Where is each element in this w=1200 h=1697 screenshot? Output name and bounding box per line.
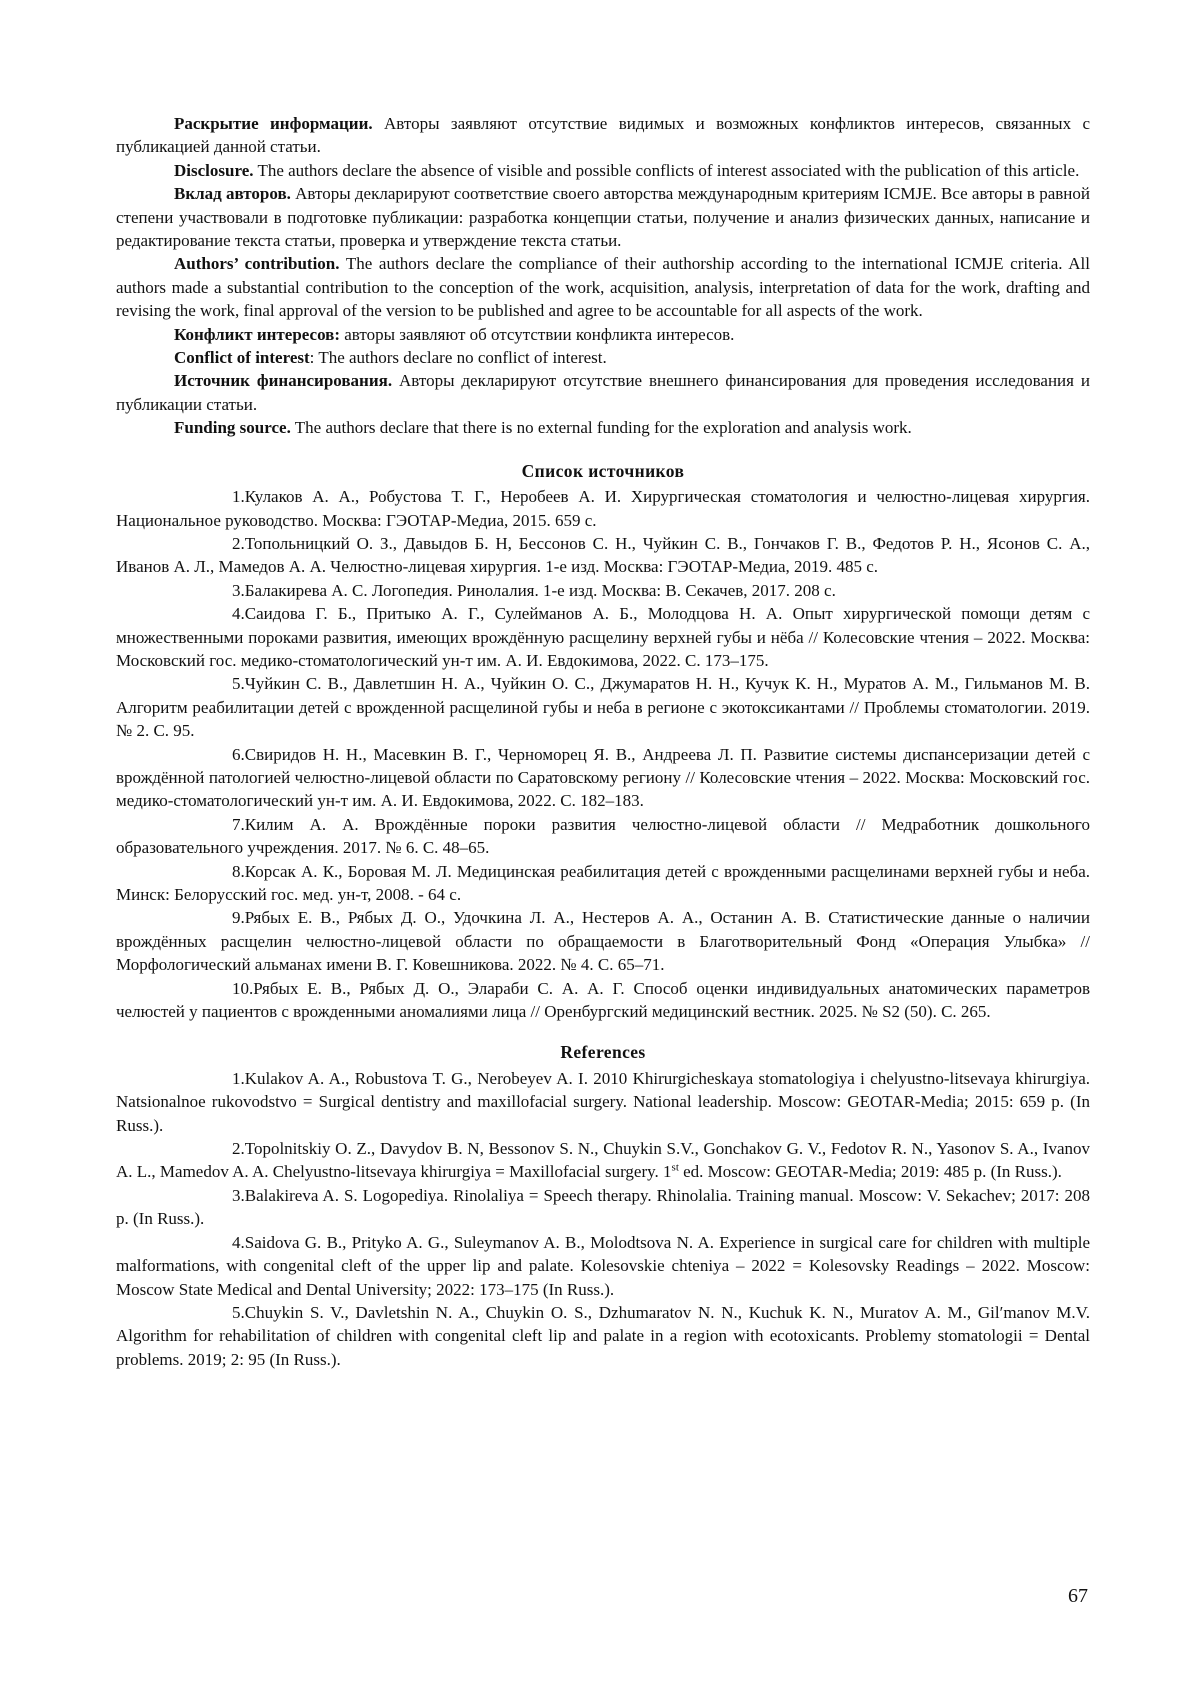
funding-ru-text: Авторы декларируют отсутствие внешнего финансирования для проведения исследования и публикации статьи. [116,371,1090,414]
source-text: Балакирева А. С. Логопедия. Ринолалия. 1-е изд. Москва: В. Секачев, 2017. 208 с. [244,580,836,600]
contribution-ru-text: Авторы декларируют соответствие своего авторства международным критериям ICMJE. Все авторы в равной степени участвовали в подготовке публикации: разработка концепции статьи, получение и анализ физических данных, написание и редактирование текста статьи, проверка и утверждение текста статьи. [116,184,1090,251]
source-item [116,813,1090,860]
source-text: Чуйкин С. В., Давлетшин Н. А., Чуйкин О. С., Джумаратов Н. Н., Кучук К. Н., Муратов А. М., Гильманов М. В. Алгоритм реабилитации детей с врожденной расщелиной губы и неба в регионе с экотоксикантами // Проблемы стоматологии. 2019. № 2. С. 95. [116,674,1090,741]
reference-text: Topolnitskiy O. Z., Davydov B. N, Bessonov S. N., Chuykin S.V., Gonchakov G. V., Fedotov R. N., Yasonov S. A., Ivanov A. L., Mamedov A. A. Chelyustno-litsevaya khirurgiya = Maxillofacial surgery. 1 [116,1139,1090,1182]
source-item [116,602,1090,672]
source-text: Корсак А. К., Боровая М. Л. Медицинская реабилитация детей с врожденными расщелинами верхней губы и неба. Минск: Белорусский гос. мед. ун-т, 2008. - 64 с. [116,861,1090,904]
reference-number: 4. [232,1232,245,1252]
source-number: 2. [232,533,245,553]
disclosure-en-label: Disclosure. [174,160,254,180]
source-item [116,485,1090,532]
source-number: 5. [232,674,245,694]
source-item [116,532,1090,579]
conflict-en-paragraph [116,346,1090,369]
disclosure-ru-text: Авторы заявляют отсутствие видимых и возможных конфликтов интересов, связанных с публикацией данной статьи. [116,114,1090,157]
conflict-en-text: : The authors declare no conflict of interest. [309,348,607,368]
source-number: 10. [232,978,254,998]
source-item [116,906,1090,976]
reference-text: Saidova G. B., Prityko A. G., Suleymanov A. B., Molodtsova N. A. Experience in surgical care for children with multiple malformations, with congenital cleft of the upper lip and palate. Kolesovskie chteniya – 2022 = Kolesovsky Readings – 2022. Moscow: Moscow State Medical and Dental University; 2022: 173–175 (In Russ.). [116,1232,1090,1299]
conflict-ru-text: авторы заявляют об отсутствии конфликта интересов. [340,324,735,344]
contribution-en-label: Authors’ contribution. [174,254,340,274]
reference-number: 3. [232,1185,245,1205]
disclosure-en-paragraph [116,159,1090,182]
reference-item [116,1231,1090,1301]
funding-en-paragraph [116,416,1090,439]
reference-number: 1. [232,1068,245,1088]
source-number: 8. [232,861,245,881]
reference-item [116,1067,1090,1137]
disclosure-ru-paragraph [116,112,1090,159]
contribution-ru-label: Вклад авторов. [174,184,291,204]
source-number: 7. [232,814,245,834]
source-item [116,743,1090,813]
reference-item [116,1301,1090,1371]
source-number: 6. [232,744,245,764]
source-text: Рябых Е. В., Рябых Д. О., Элараби С. А. А. Г. Способ оценки индивидуальных анатомических параметров челюстей у пациентов с врожденными аномалиями лица // Оренбургский медицинский вестник. 2025. № S2 (50). С. 265. [116,978,1090,1022]
funding-en-label: Funding source. [174,418,291,438]
conflict-en-label: Conflict of interest [174,348,310,368]
source-item [116,977,1090,1024]
disclosure-ru-label: Раскрытие информации. [174,114,373,133]
funding-ru-label: Источник финансирования. [174,371,393,391]
reference-text: Kulakov A. A., Robustova T. G., Nerobeyev A. I. 2010 Khirurgicheskaya stomatologiya i chelyustno-litsevaya khirurgiya. Natsionalnoe rukovodstvo = Surgical dentistry and maxillofacial surgery. National leadership. Moscow: GEOTAR-Media; 2015: 659 p. (In Russ.). [116,1068,1090,1135]
article-page [116,112,1090,1371]
source-item [116,672,1090,742]
references-heading: References [560,1042,646,1063]
reference-superscript: st [671,1161,679,1174]
source-number: 9. [232,908,245,928]
source-item [116,579,1090,602]
source-text: Свиридов Н. Н., Масевкин В. Г., Черноморец Я. В., Андреева Л. П. Развитие системы диспансеризации детей с врождённой патологией челюстно-лицевой области по Саратовскому региону // Колесовские чтения – 2022. Москва: Московский гос. медико-стоматологический ун-т им. А. И. Евдокимова, 2022. С. 182–183. [116,744,1090,811]
source-text: Топольницкий О. З., Давыдов Б. Н, Бессонов С. Н., Чуйкин С. В., Гончаков Г. В., Федотов Р. Н., Ясонов С. А., Иванов А. Л., Мамедов А. А. Челюстно-лицевая хирургия. 1-е изд. Москва: ГЭОТАР-Медиа, 2019. 485 с. [116,533,1090,577]
contribution-en-text: The authors declare the compliance of their authorship according to the international ICMJE criteria. All authors made a substantial contribution to the conception of the work, acquisition, analysis, interpretation of data for the work, drafting and revising the work, final approval of the version to be published and agree to be accountable for all aspects of the work. [116,254,1090,321]
source-number: 1. [232,487,245,507]
reference-item [116,1184,1090,1231]
funding-en-text: The authors declare that there is no external funding for the exploration and analysis work. [290,418,912,438]
sources-heading: Список источников [521,460,685,481]
source-text: Кулаков А. А., Робустова Т. Г., Неробеев А. И. Хирургическая стоматология и челюстно-лицевая хирургия. Национальное руководство. Москва: ГЭОТАР-Медиа, 2015. 659 с. [116,487,1090,530]
reference-number: 5. [232,1302,245,1322]
reference-item [116,1137,1090,1184]
contribution-ru-paragraph [116,182,1090,252]
reference-number: 2. [232,1139,245,1159]
funding-ru-paragraph [116,369,1090,416]
source-item [116,860,1090,907]
conflict-ru-paragraph [116,323,1090,346]
reference-text-continued: ed. Moscow: GEOTAR-Media; 2019: 485 p. (In Russ.). [678,1162,1062,1182]
reference-text: Balakireva A. S. Logopediya. Rinolaliya = Speech therapy. Rhinolalia. Training manual. Moscow: V. Sekachev; 2017: 208 p. (In Russ.). [116,1185,1090,1229]
source-text: Саидова Г. Б., Притыко А. Г., Сулейманов А. Б., Молодцова Н. А. Опыт хирургической помощи детям с множественными пороками развития, имеющих врождённую расщелину верхней губы и нёба // Колесовские чтения – 2022. Москва: Московский гос. медико-стоматологический ун-т им. А. И. Евдокимова, 2022. С. 173–175. [116,604,1090,670]
source-text: Рябых Е. В., Рябых Д. О., Удочкина Л. А., Нестеров А. А., Останин А. В. Статистические данные о наличии врождённых расщелин челюстно-лицевой области по обращаемости в Благотворительный Фонд «Операция Улыбка» // Морфологический альманах имени В. Г. Ковешникова. 2022. № 4. С. 65–71. [116,908,1090,975]
source-number: 4. [232,604,245,624]
contribution-en-paragraph [116,252,1090,322]
page-number: 67 [1068,1585,1088,1607]
conflict-ru-label: Конфликт интересов: [174,324,340,344]
source-number: 3. [232,580,245,600]
disclosure-en-text: The authors declare the absence of visible and possible conflicts of interest associated with the publication of this article. [253,160,1080,180]
reference-text: Chuykin S. V., Davletshin N. A., Chuykin O. S., Dzhumaratov N. N., Kuchuk K. N., Muratov A. M., Gil′manov M.V. Algorithm for rehabilitation of children with congenital cleft lip and palate in a region with ecotoxicants. Problemy stomatologii = Dental problems. 2019; 2: 95 (In Russ.). [116,1302,1090,1369]
source-text: Килим А. А. Врождённые пороки развития челюстно-лицевой области // Медработник дошкольного образовательного учреждения. 2017. № 6. С. 48–65. [116,814,1090,858]
